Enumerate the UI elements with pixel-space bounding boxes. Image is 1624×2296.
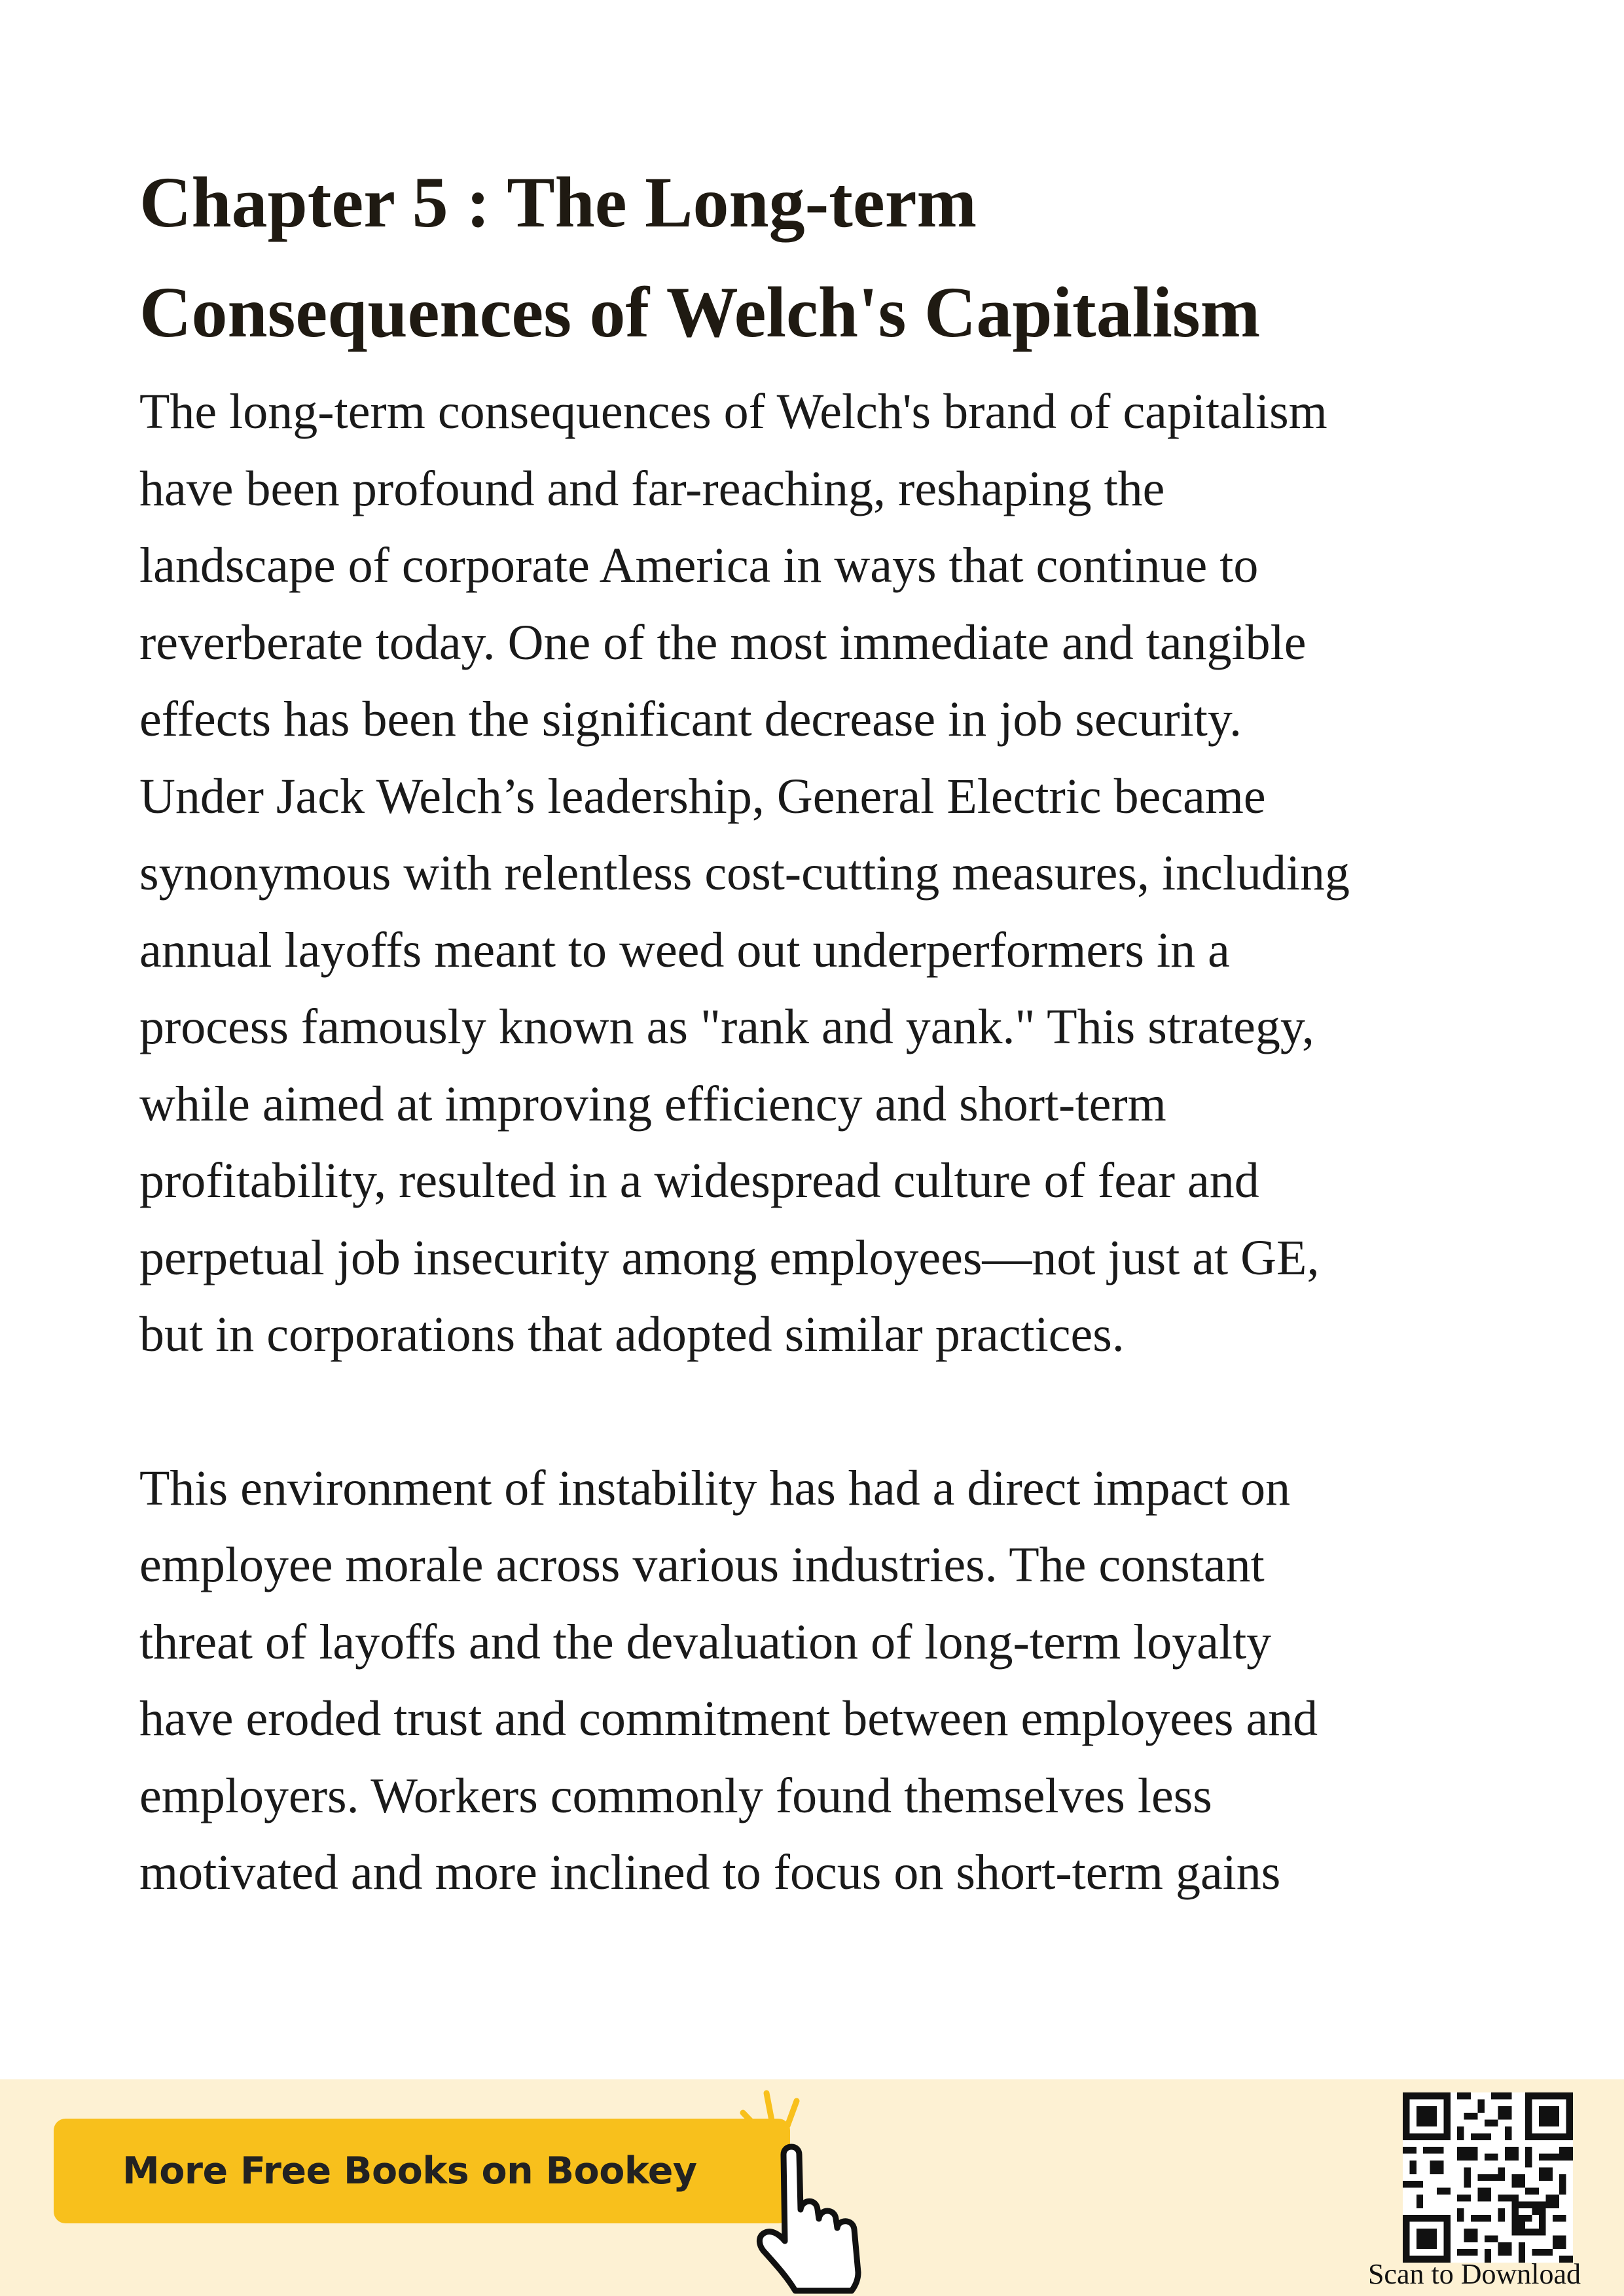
text-line: perpetual job insecurity among employees—not just at GE, <box>139 1230 1320 1285</box>
text-line: annual layoffs meant to weed out underperformers in a <box>139 922 1230 978</box>
text-line: have been profound and far-reaching, reshaping the <box>139 461 1165 516</box>
text-line: landscape of corporate America in ways that continue to <box>139 538 1259 593</box>
body-paragraph <box>139 1450 1501 1912</box>
chapter-content <box>139 147 1501 1912</box>
body-paragraph <box>139 374 1501 1374</box>
cta-label: More Free Books on Bookey <box>122 2149 697 2193</box>
text-line: motivated and more inclined to focus on short-term gains <box>139 1845 1281 1900</box>
text-line: threat of layoffs and the devaluation of long-term loyalty <box>139 1614 1272 1670</box>
chapter-title <box>139 147 1501 367</box>
text-line: but in corporations that adopted similar practices. <box>139 1307 1125 1362</box>
text-line: profitability, resulted in a widespread culture of fear and <box>139 1153 1259 1208</box>
text-line: have eroded trust and commitment between employees and <box>139 1691 1318 1746</box>
text-line: process famously known as "rank and yank." This strategy, <box>139 999 1314 1054</box>
text-line: employee morale across various industries. The constant <box>139 1537 1265 1592</box>
qr-caption: Scan to Download <box>1367 2258 1581 2290</box>
text-line: Under Jack Welch’s leadership, General Electric became <box>139 768 1266 824</box>
chapter-title-line: Consequences of Welch's Capitalism <box>139 272 1261 352</box>
text-line: reverberate today. One of the most immediate and tangible <box>139 615 1307 670</box>
text-line: The long-term consequences of Welch's brand of capitalism <box>139 384 1327 439</box>
text-line: while aimed at improving efficiency and short-term <box>139 1076 1166 1132</box>
text-line: effects has been the significant decrease in job security. <box>139 692 1242 747</box>
text-line: employers. Workers commonly found themselves less <box>139 1768 1212 1823</box>
text-line: synonymous with relentless cost-cutting measures, including <box>139 846 1350 901</box>
hand-pointer-icon[interactable] <box>723 2081 887 2296</box>
more-free-books-button[interactable] <box>54 2119 790 2223</box>
text-line: This environment of instability has had a direct impact on <box>139 1460 1291 1516</box>
qr-code-icon <box>1403 2092 1573 2263</box>
chapter-title-line: Chapter 5 : The Long-term <box>139 162 977 242</box>
